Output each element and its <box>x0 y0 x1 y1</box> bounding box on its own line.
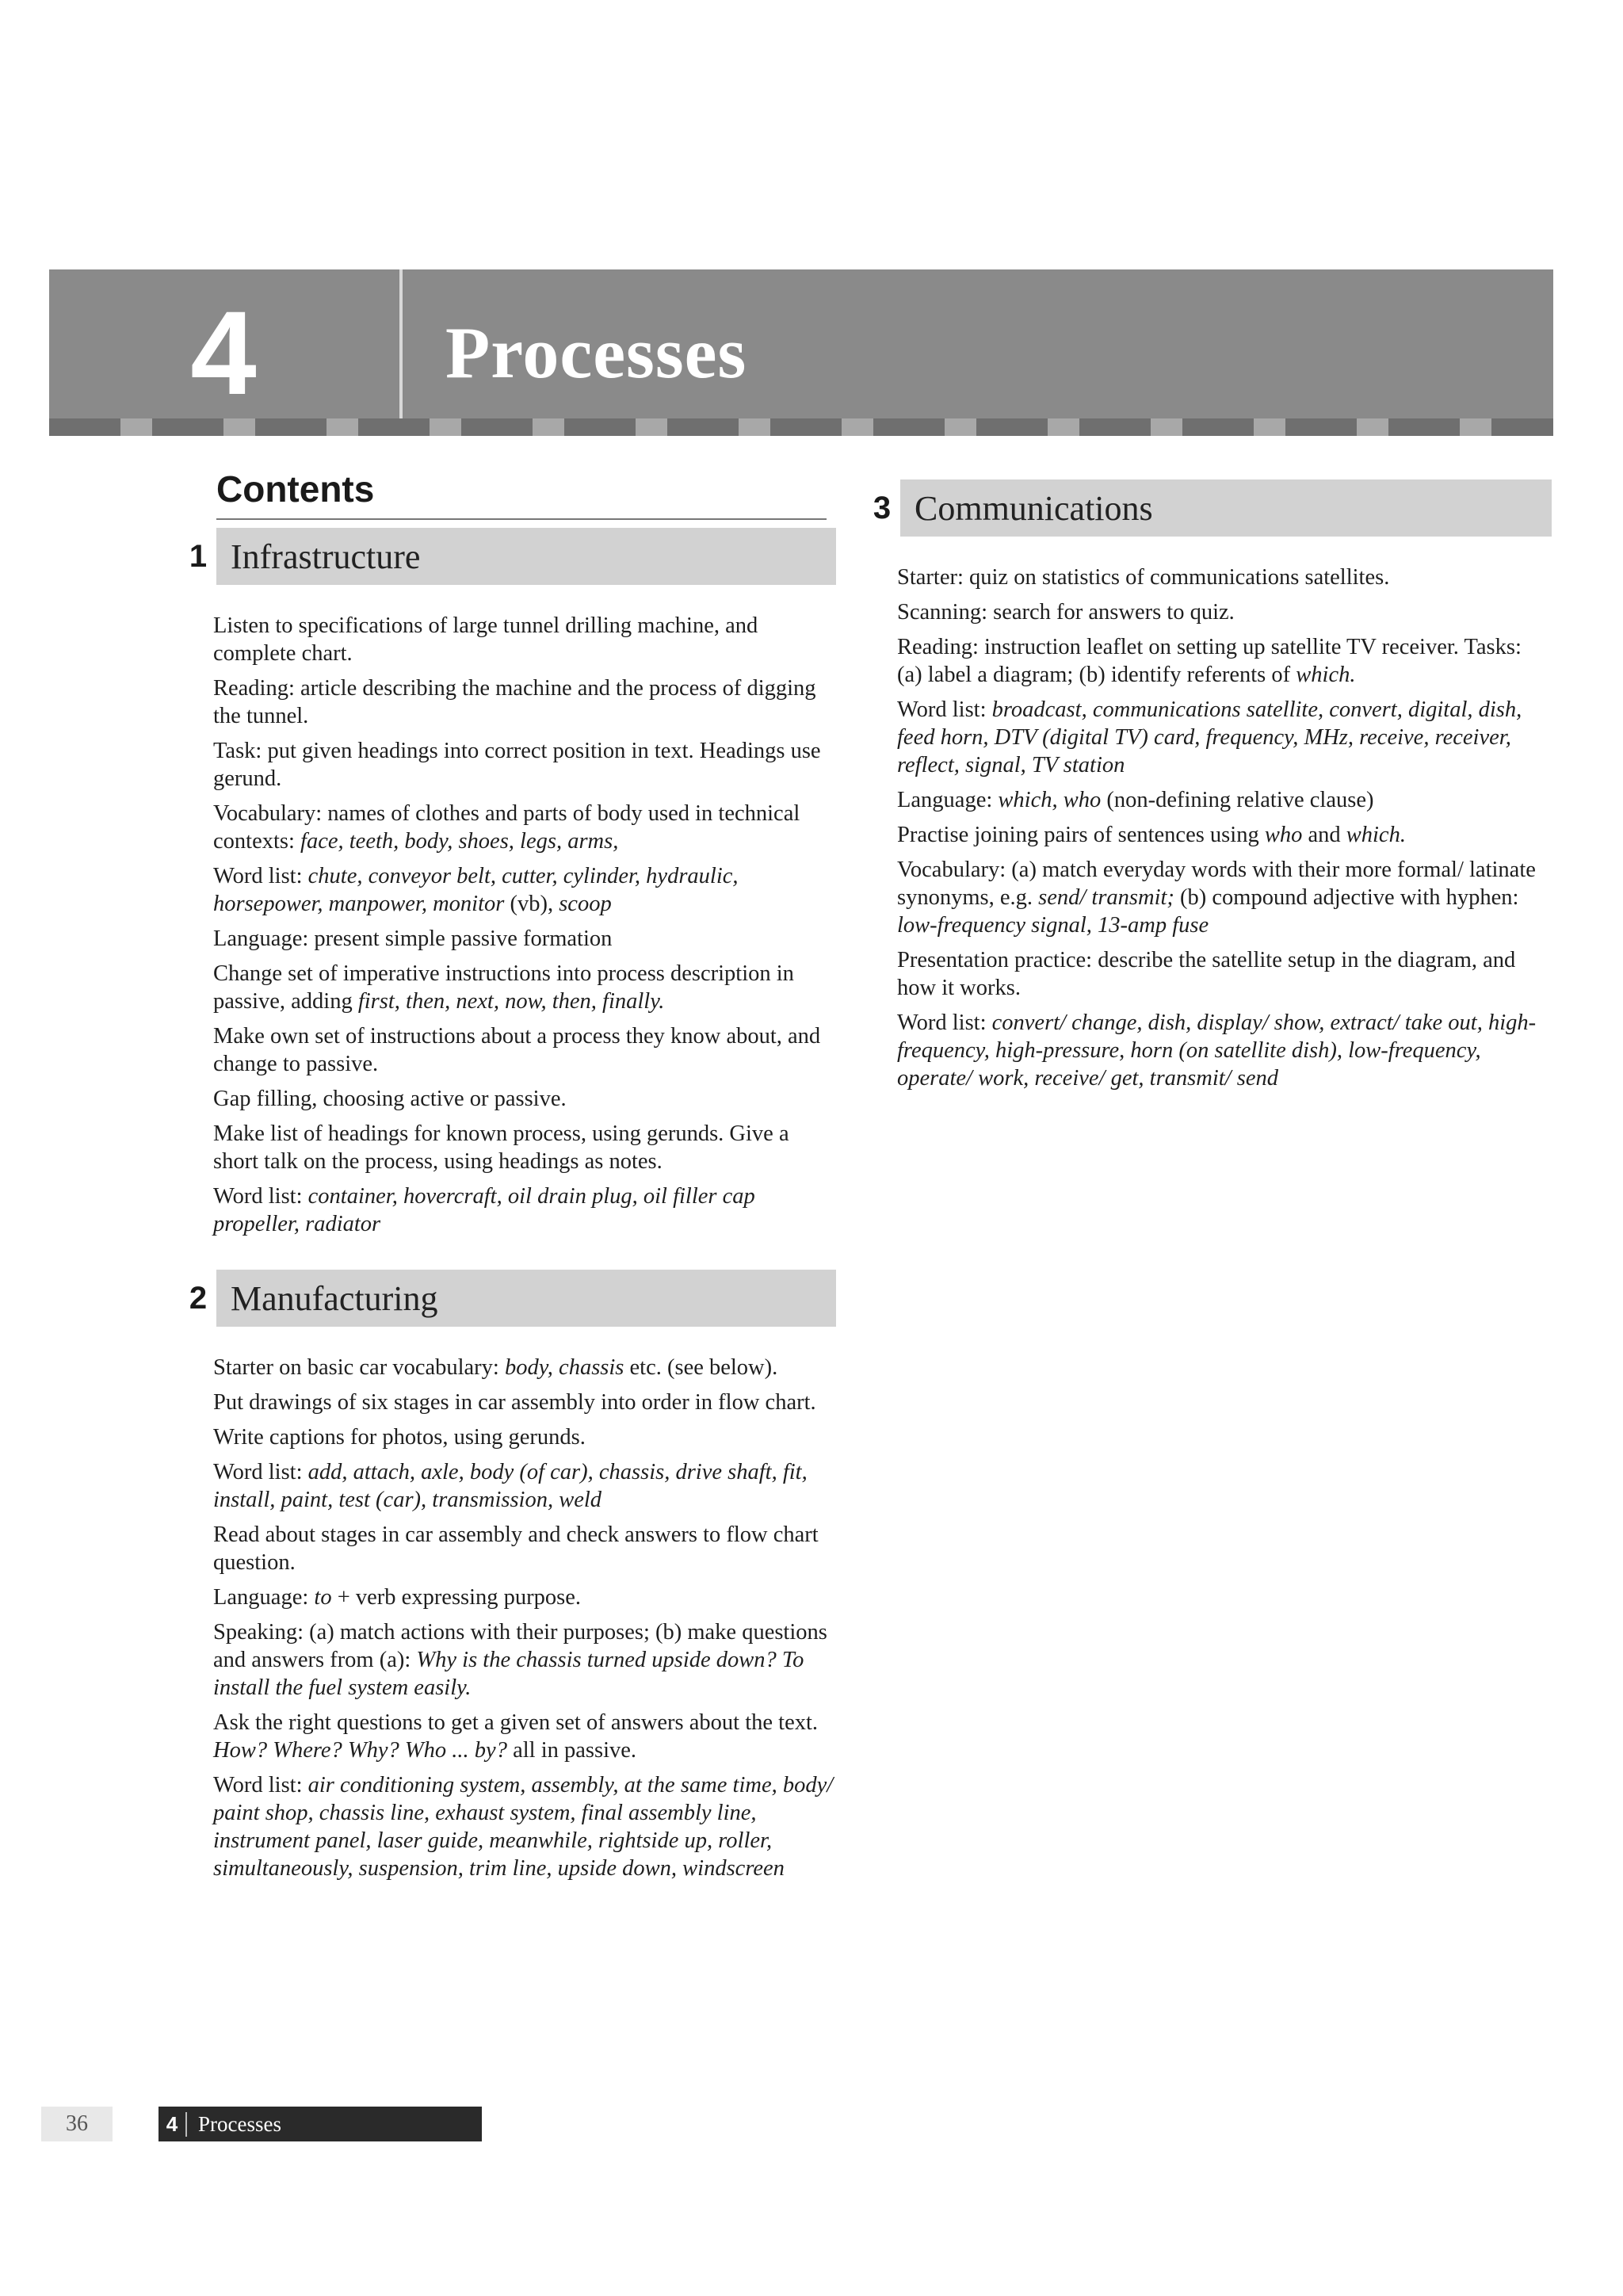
right-column <box>873 479 1552 1124</box>
text-run: Vocabulary: names of clothes and parts of body used in technical contexts: <box>213 801 800 854</box>
italic-text: chute, conveyor belt, cutter, cylinder, hydraulic, horsepower, manpower, monitor <box>213 864 739 916</box>
footer-chapter-tab <box>158 2107 482 2141</box>
content-item <box>213 1771 836 1882</box>
content-item <box>213 612 836 667</box>
content-item <box>213 1085 836 1113</box>
text-run: Language: present simple passive formation <box>213 926 613 951</box>
chapter-number: 4 <box>190 285 257 419</box>
text-run: Vocabulary: (a) match everyday words with their more formal/ latinate synonyms, e.g. <box>897 858 1536 910</box>
text-run: Reading: article describing the machine and the process of digging the tunnel. <box>213 676 816 728</box>
content-item <box>213 1022 836 1078</box>
italic-text: container, hovercraft, oil drain plug, oil filler cap propeller, radiator <box>213 1184 755 1236</box>
banner-divider <box>399 269 403 436</box>
content-item <box>213 800 836 855</box>
text-run: Change set of imperative instructions into process description in passive, adding <box>213 961 794 1014</box>
text-run: etc. (see below). <box>624 1355 778 1380</box>
text-run: Language: <box>213 1585 315 1610</box>
content-item <box>897 821 1552 849</box>
section-items <box>886 563 1552 1092</box>
text-run: Word list: <box>213 1460 308 1484</box>
section-items <box>202 612 836 1238</box>
text-run: Gap filling, choosing active or passive. <box>213 1087 567 1111</box>
section-title: Communications <box>900 479 1552 537</box>
text-run: Starter on basic car vocabulary: <box>213 1355 505 1380</box>
text-run: Reading: instruction leaflet on setting up satellite TV receiver. Tasks: (a) label a diagram; (b) identify referents of <box>897 635 1522 687</box>
italic-text: How? Where? Why? Who ... by? <box>213 1738 507 1763</box>
text-run: Make list of headings for known process, using gerunds. Give a short talk on the process, using headings as notes. <box>213 1121 789 1174</box>
text-run: Word list: <box>897 697 992 722</box>
content-item <box>213 1182 836 1238</box>
italic-text: face, teeth, body, shoes, legs, arms, <box>300 829 619 854</box>
section-header <box>873 479 1552 537</box>
text-run: all in passive. <box>506 1738 637 1763</box>
content-item <box>213 862 836 918</box>
content-item <box>213 737 836 793</box>
content-item <box>213 960 836 1015</box>
content-item <box>897 598 1552 626</box>
content-item <box>213 674 836 730</box>
footer-chapter-title: Processes <box>198 2111 281 2136</box>
content-item <box>213 1709 836 1764</box>
text-run: Word list: <box>897 1010 992 1035</box>
content-item <box>213 1354 836 1381</box>
banner-strip <box>49 418 1553 436</box>
section-header <box>189 528 836 585</box>
text-run: + verb expressing purpose. <box>331 1585 582 1610</box>
text-run: Word list: <box>213 864 308 888</box>
footer-chapter-number: 4 <box>158 2112 187 2137</box>
italic-text: which. <box>1346 823 1406 847</box>
text-run: Put drawings of six stages in car assembly into order in flow chart. <box>213 1390 816 1415</box>
italic-text: first, then, next, now, then, finally. <box>357 989 665 1014</box>
text-run: and <box>1302 823 1346 847</box>
content-item <box>897 563 1552 591</box>
section-communications <box>873 479 1552 1092</box>
italic-text: Why is the chassis turned upside down? To install the fuel system easily. <box>213 1648 804 1700</box>
text-run: (b) compound adjective with hyphen: <box>1174 885 1519 910</box>
section-number: 1 <box>189 538 208 574</box>
text-run: Word list: <box>213 1184 308 1209</box>
contents-heading: Contents <box>216 468 827 520</box>
italic-text: which. <box>1296 663 1356 687</box>
text-run: (non-defining relative clause) <box>1101 788 1374 812</box>
content-item <box>213 1584 836 1611</box>
section-number: 3 <box>873 490 892 525</box>
content-item <box>213 1423 836 1451</box>
text-run: Language: <box>897 788 999 812</box>
text-run: Starter: quiz on statistics of communications satellites. <box>897 565 1390 590</box>
text-run: Listen to specifications of large tunnel drilling machine, and complete chart. <box>213 613 758 666</box>
chapter-title: Processes <box>445 312 747 393</box>
text-run: Make own set of instructions about a process they know about, and change to passive. <box>213 1024 821 1076</box>
italic-text: convert/ change, dish, display/ show, extract/ take out, high-frequency, high-pressure, horn (on satellite dish), low-frequency, operate/ work, receive/ get, transmit/ send <box>897 1010 1537 1091</box>
text-run: Practise joining pairs of sentences using <box>897 823 1265 847</box>
content-item <box>897 856 1552 939</box>
content-item <box>897 786 1552 814</box>
italic-text: scoop <box>559 892 612 916</box>
text-run: Write captions for photos, using gerunds. <box>213 1425 586 1450</box>
italic-text: low-frequency signal, 13-amp fuse <box>897 913 1209 938</box>
italic-text: add, attach, axle, body (of car), chassis, drive shaft, fit, install, paint, test (car), transmission, weld <box>213 1460 808 1512</box>
section-items <box>202 1354 836 1882</box>
italic-text: air conditioning system, assembly, at the same time, body/ paint shop, chassis line, exhaust system, final assembly line, instrument panel, laser guide, meanwhile, rightside up, roller, simultaneously, suspension, trim line, upside down, windscreen <box>213 1773 834 1881</box>
italic-text: to <box>314 1585 332 1610</box>
text-run: Task: put given headings into correct position in text. Headings use gerund. <box>213 739 821 791</box>
text-run: Ask the right questions to get a given set of answers about the text. <box>213 1710 819 1735</box>
section-title: Infrastructure <box>216 528 836 585</box>
section-number: 2 <box>189 1280 208 1316</box>
section-title: Manufacturing <box>216 1270 836 1327</box>
section-manufacturing <box>189 1270 836 1882</box>
content-item <box>213 1120 836 1175</box>
content-item <box>213 925 836 953</box>
text-run: Word list: <box>213 1773 308 1797</box>
section-header <box>189 1270 836 1327</box>
content-item <box>213 1618 836 1702</box>
page-number: 36 <box>41 2107 113 2141</box>
content-item <box>897 1009 1552 1092</box>
content-item <box>897 946 1552 1002</box>
text-run: Read about stages in car assembly and check answers to flow chart question. <box>213 1522 819 1575</box>
content-item <box>213 1389 836 1416</box>
italic-text: broadcast, communications satellite, convert, digital, dish, feed horn, DTV (digital TV) card, frequency, MHz, receive, receiver, reflect, signal, TV station <box>897 697 1522 777</box>
text-run: Speaking: (a) match actions with their purposes; (b) make questions and answers from (a): <box>213 1620 827 1672</box>
content-item <box>213 1521 836 1576</box>
left-column <box>189 468 836 1914</box>
content-item <box>897 696 1552 779</box>
text-run: Presentation practice: describe the satellite setup in the diagram, and how it works. <box>897 948 1516 1000</box>
italic-text: body, chassis <box>504 1355 624 1380</box>
content-item <box>213 1458 836 1514</box>
text-run: (vb), <box>504 892 559 916</box>
section-infrastructure <box>189 528 836 1238</box>
text-run: Scanning: search for answers to quiz. <box>897 600 1235 625</box>
italic-text: which, who <box>998 788 1102 812</box>
content-item <box>897 633 1552 689</box>
italic-text: who <box>1264 823 1303 847</box>
italic-text: send/ transmit; <box>1038 885 1174 910</box>
